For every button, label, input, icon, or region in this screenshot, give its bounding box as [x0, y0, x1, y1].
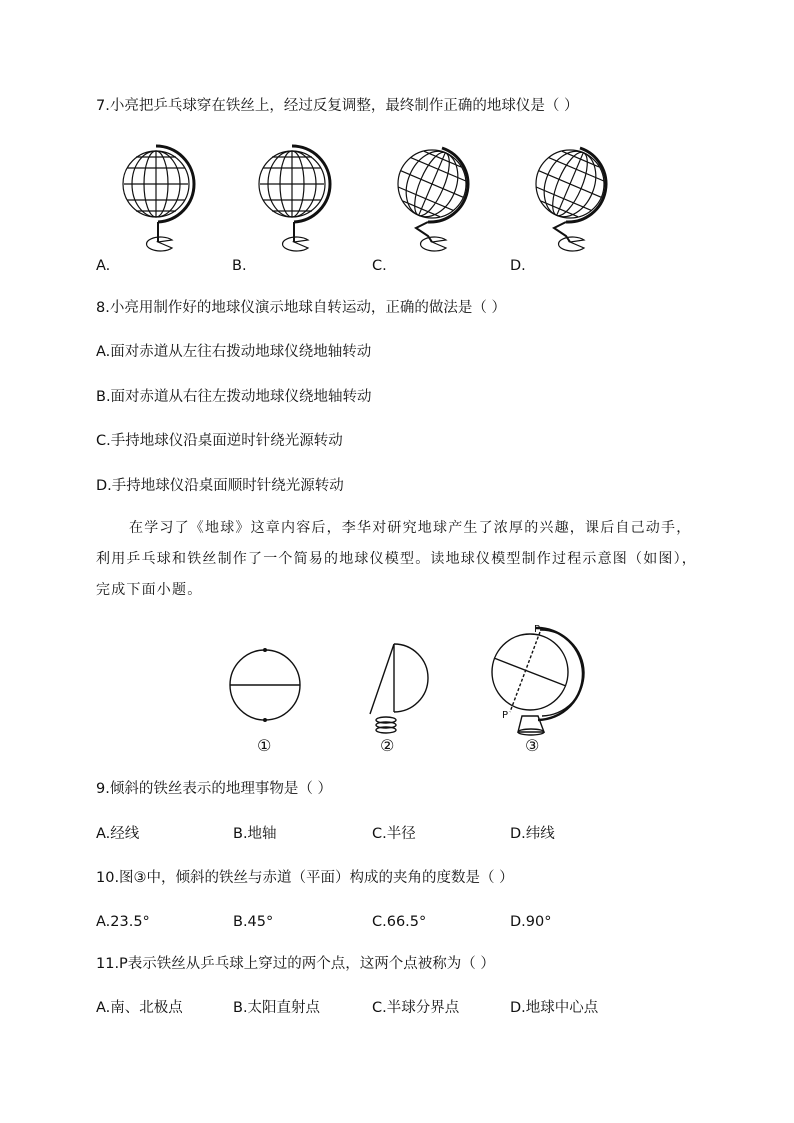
q7-label-d: D. — [510, 258, 526, 274]
step-3-label: ③ — [525, 736, 540, 755]
q8-option-a: A.面对赤道从左往右拨动地球仪绕地轴转动 — [96, 344, 372, 360]
q7-label-b: B. — [232, 258, 247, 274]
south-pole-p-label: P — [502, 710, 509, 721]
globe-b-figure — [254, 144, 334, 268]
q8-stem: 8.小亮用制作好的地球仪演示地球自转运动，正确的做法是（ ） — [96, 300, 506, 316]
q11-option-b: B.太阳直射点 — [233, 1000, 321, 1016]
globe-a-figure — [118, 144, 198, 268]
q8-option-d: D.手持地球仪沿桌面顺时针绕光源转动 — [96, 478, 344, 494]
q8-option-b: B.面对赤道从右往左拨动地球仪绕地轴转动 — [96, 389, 372, 405]
q11-stem: 11.P表示铁丝从乒乓球上穿过的两个点，这两个点被称为（ ） — [96, 956, 495, 972]
q7-stem: 7.小亮把乒乓球穿在铁丝上，经过反复调整，最终制作正确的地球仪是（ ） — [96, 98, 579, 114]
q11-option-c: C.半球分界点 — [372, 1000, 460, 1016]
q10-option-d: D.90° — [510, 914, 552, 930]
step-1-figure — [228, 648, 304, 724]
q10-option-c: C.66.5° — [372, 914, 427, 930]
q9-option-d: D.纬线 — [510, 826, 555, 842]
step-2-figure — [364, 640, 430, 738]
q9-option-a: A.经线 — [96, 826, 140, 842]
reading-passage: 在学习了《地球》这章内容后，李华对研究地球产生了浓厚的兴趣，课后自己动手，利用乒乓球和铁丝制作了一个简易的地球仪模型。读地球仪模型制作过程示意图（如图），完成下面小题。 — [96, 520, 697, 598]
q11-option-d: D.地球中心点 — [510, 1000, 599, 1016]
q9-option-b: B.地轴 — [233, 826, 277, 842]
q9-stem: 9.倾斜的铁丝表示的地理事物是（ ） — [96, 781, 332, 797]
globe-d-figure — [530, 144, 614, 268]
step-3-figure — [488, 624, 580, 740]
step-2-label: ② — [380, 736, 395, 755]
q7-label-c: C. — [372, 258, 387, 274]
q8-option-c: C.手持地球仪沿桌面逆时针绕光源转动 — [96, 433, 343, 449]
step-1-label: ① — [257, 736, 272, 755]
q11-option-a: A.南、北极点 — [96, 1000, 183, 1016]
q9-option-c: C.半径 — [372, 826, 416, 842]
q10-stem: 10.图③中，倾斜的铁丝与赤道（平面）构成的夹角的度数是（ ） — [96, 870, 514, 886]
q7-label-a: A. — [96, 258, 111, 274]
q10-option-a: A.23.5° — [96, 914, 150, 930]
north-pole-p-label: P — [534, 624, 541, 635]
q10-option-b: B.45° — [233, 914, 274, 930]
globe-c-figure — [392, 144, 476, 268]
